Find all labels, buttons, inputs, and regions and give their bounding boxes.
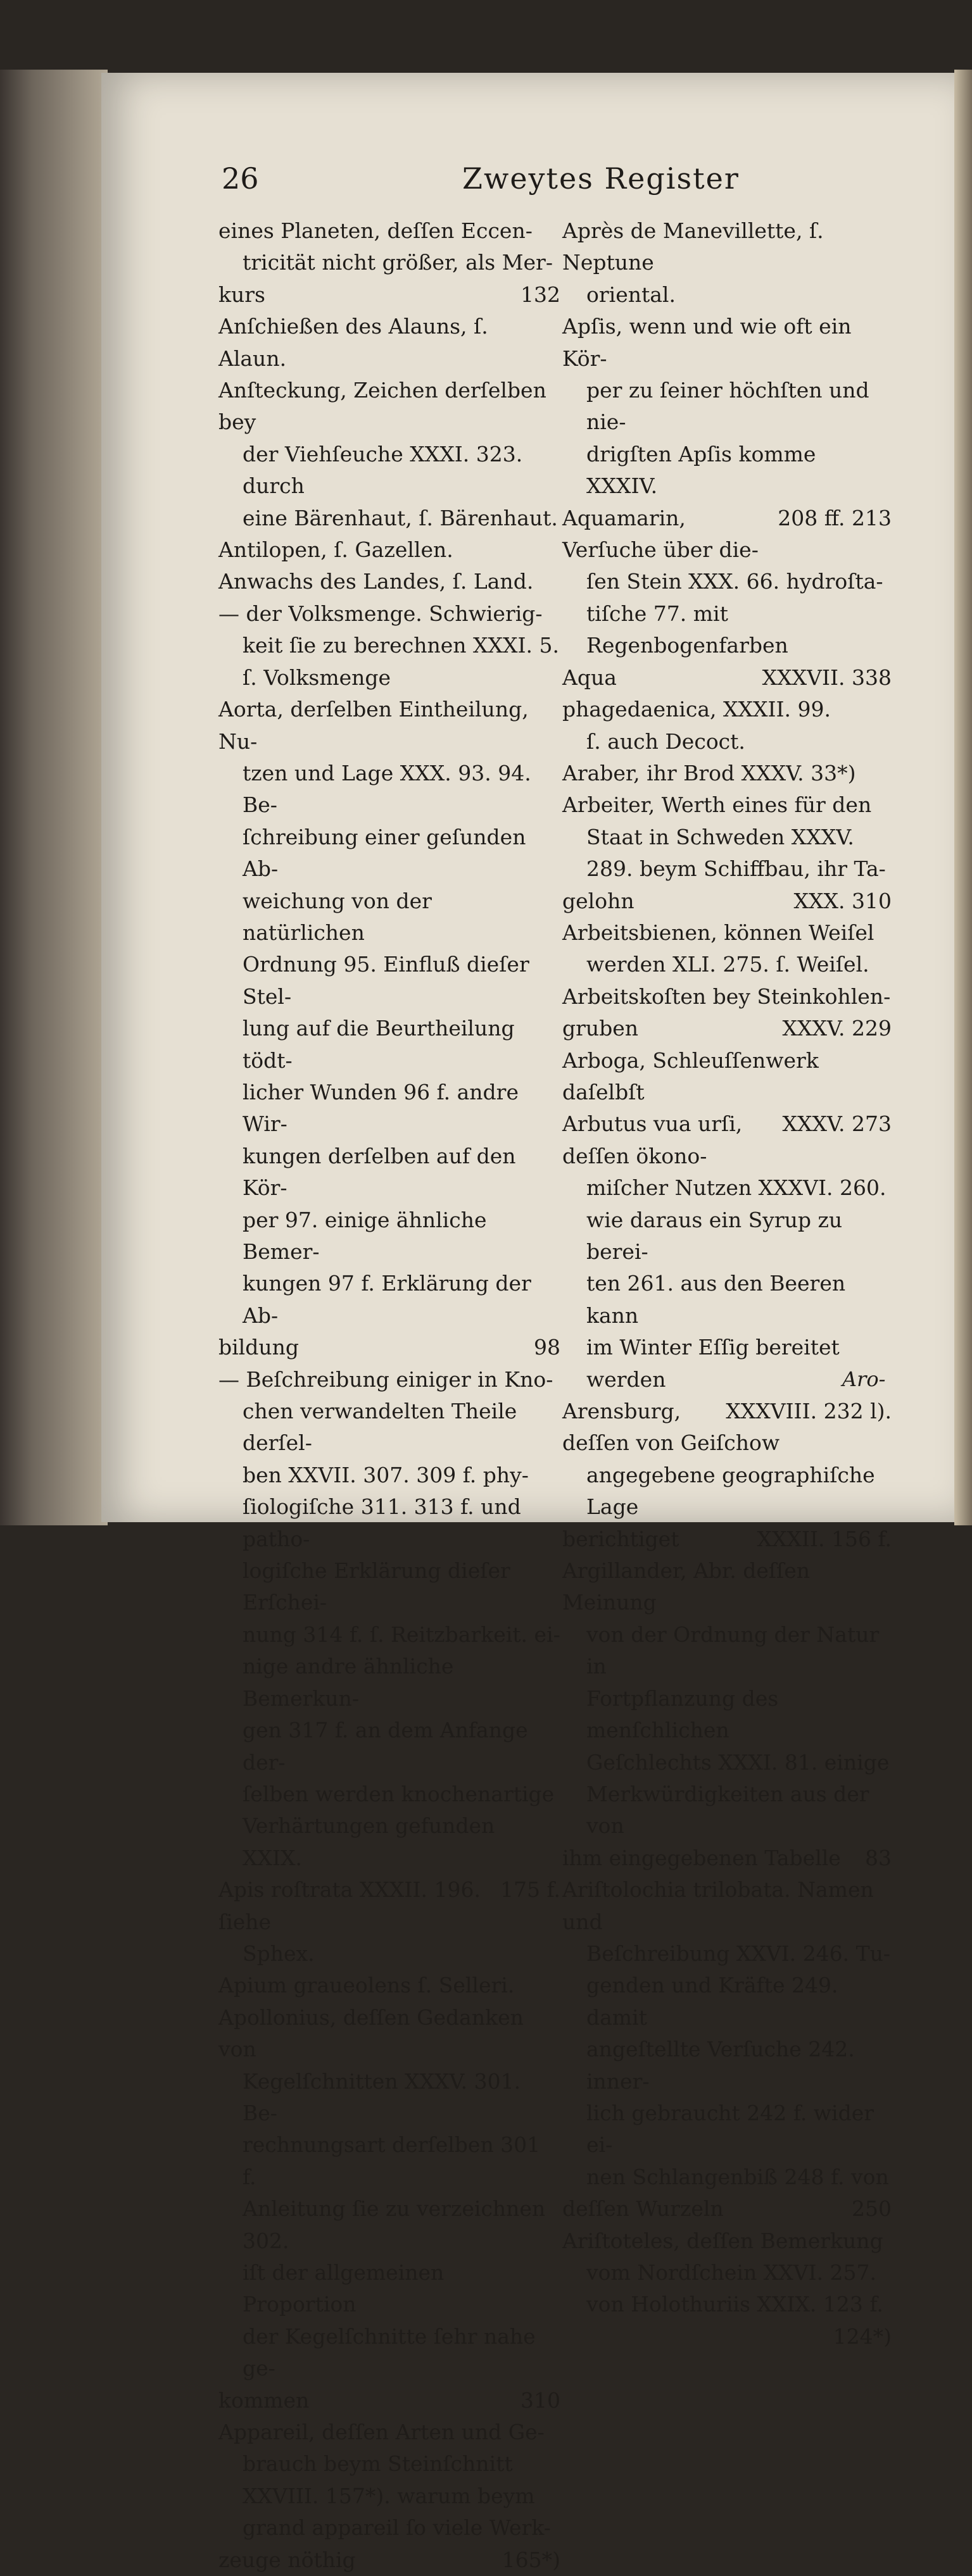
index-line <box>562 1619 892 1683</box>
index-line <box>218 662 560 694</box>
index-page-ref: XXXV. 229 <box>782 1016 892 1041</box>
index-line-text: Apis roſtrata XXXII. 196. ſiehe <box>218 1877 481 1934</box>
index-line-text: Antilopen, ſ. Gazellen. <box>218 537 453 563</box>
index-line-text: Arboga, Schleuſſenwerk daſelbſt <box>562 1047 819 1104</box>
index-line-text: rechnungsart derſelben 301 f. <box>243 2132 541 2189</box>
index-page-ref: 208 ff. 213 <box>778 505 892 530</box>
index-line-text: oriental. <box>586 282 676 307</box>
index-line <box>218 1491 560 1555</box>
index-line-text: ſchreibung einer geſunden Ab- <box>243 824 526 882</box>
index-line <box>562 885 892 917</box>
index-line-text: Sphex. <box>243 1941 315 1966</box>
index-line <box>562 598 892 662</box>
index-line-text: wie daraus ein Syrup zu berei- <box>586 1207 843 1264</box>
index-line-text: im Winter Eſſig bereitet werden <box>586 1335 840 1392</box>
index-line-text: Aquamarin, Verſuche über die- <box>562 505 759 563</box>
index-entry <box>218 375 560 534</box>
index-line <box>218 822 560 885</box>
index-line-text: Anſchießen des Alauns, ſ. Alaun. <box>218 314 488 371</box>
index-line <box>218 1204 560 1268</box>
index-line <box>218 2512 560 2544</box>
index-entry <box>218 2544 560 2576</box>
index-entry <box>562 1874 892 2193</box>
index-line-text: Anwachs des Landes, ſ. Land. <box>218 569 534 594</box>
index-line-text: ihm eingegebenen Tabelle <box>562 1845 841 1870</box>
index-line <box>218 598 560 630</box>
index-line-text: berichtiget <box>562 1526 679 1551</box>
index-line-text: Arbeiter, Werth eines für den <box>562 792 872 818</box>
index-line <box>218 2129 560 2193</box>
index-page-ref: 124*) <box>833 2323 892 2349</box>
left-column <box>218 215 560 2576</box>
index-line-text: Arbeitskoſten bey Steinkohlen- <box>562 984 891 1009</box>
index-line <box>562 1747 892 1779</box>
index-line-text: per zu ſeiner höchſten und nie- <box>586 378 869 435</box>
index-line <box>562 1396 892 1460</box>
index-line <box>562 1938 892 1970</box>
index-line <box>218 1396 560 1460</box>
index-line <box>218 1013 560 1077</box>
index-line <box>562 566 892 597</box>
index-line <box>562 215 892 279</box>
index-line-text: kommen <box>218 2387 310 2413</box>
index-line-text: kungen derſelben auf den Kör- <box>243 1143 516 1201</box>
index-line-text: — Beſchreibung einiger in Kno- <box>218 1366 553 1392</box>
index-line-text: grand appareil ſo viele Werk- <box>243 2515 551 2541</box>
index-line <box>218 1460 560 1491</box>
index-entry <box>218 2002 560 2385</box>
index-line <box>562 1268 892 1332</box>
index-line <box>218 2066 560 2130</box>
index-line <box>218 630 560 661</box>
index-entry <box>562 1013 892 1044</box>
index-line <box>218 1938 560 1970</box>
index-line-text: logiſche Erklärung dieſer Erſchei- <box>243 1558 510 1615</box>
index-line-text: tiſche 77. mit Regenbogenfarben <box>586 601 788 658</box>
index-line-text: nung 314 f. ſ. Reitzbarkeit. ei- <box>243 1622 560 1647</box>
index-line <box>562 1523 892 1555</box>
index-line-text: angegebene geographiſche Lage <box>586 1462 875 1520</box>
index-line <box>562 439 892 503</box>
index-line <box>562 2225 892 2257</box>
index-entry <box>562 2193 892 2225</box>
index-line <box>562 1204 892 1268</box>
index-line-text: Argillander, Abr. deſſen Meinung <box>562 1558 811 1615</box>
index-line <box>218 1874 560 1938</box>
index-entry <box>562 503 892 662</box>
index-line <box>562 2193 892 2225</box>
index-entry <box>562 1523 892 1555</box>
index-line-text: XXVIII. 157*). warum beym <box>243 2483 535 2508</box>
next-page-edge <box>954 70 972 1525</box>
index-entry <box>218 215 560 279</box>
index-line-text: gruben <box>562 1016 639 1041</box>
index-line <box>562 1460 892 1523</box>
index-line-text: ſ. Volksmenge <box>243 665 391 690</box>
index-entry <box>218 279 560 311</box>
index-line <box>218 2193 560 2257</box>
index-entry <box>218 1364 560 1875</box>
index-line-text: werden XLI. 275. ſ. Weiſel. <box>586 952 869 977</box>
index-line <box>218 1555 560 1619</box>
index-line <box>218 566 560 597</box>
index-line <box>218 1970 560 2001</box>
index-line-text: Ordnung 95. Einfluß dieſer Stel- <box>243 952 529 1009</box>
index-line-text: chen verwandelten Theile derſel- <box>243 1399 517 1456</box>
index-line <box>562 1874 892 1938</box>
index-line-text: Arbeitsbienen, können Weiſel <box>562 920 874 945</box>
index-line <box>562 2034 892 2098</box>
index-page-ref: 310 <box>521 2387 560 2413</box>
index-line-text: 289. beym Schiffbau, ihr Ta- <box>586 856 886 882</box>
index-entry <box>218 1332 560 1363</box>
index-line <box>218 694 560 758</box>
index-line <box>562 279 892 311</box>
page-title: Zweytes Register <box>462 161 740 196</box>
index-line <box>218 1268 560 1332</box>
index-line-text: lich gebraucht 242 f. wider ei- <box>586 2100 874 2158</box>
index-line-text: Anleitung ſie zu verzeichnen 302. <box>243 2196 546 2253</box>
index-line-text: der Viehſeuche XXXI. 323. durch <box>243 441 523 499</box>
index-page-ref: 98 <box>534 1335 560 1360</box>
index-line <box>218 1141 560 1204</box>
index-line <box>562 2161 892 2193</box>
index-line <box>218 375 560 439</box>
index-line <box>218 1779 560 1810</box>
index-page-ref: 250 <box>852 2196 892 2222</box>
index-line-text: gen 317 f. an dem Anfange der- <box>243 1718 528 1775</box>
index-entry <box>562 1108 892 1396</box>
index-line-text: von Holothuriis XXIX. 123 f. <box>586 2292 883 2317</box>
index-line-text: drigſten Apſis komme XXXIV. <box>586 441 816 499</box>
index-line <box>218 439 560 503</box>
index-line-text: tzen und Lage XXX. 93. 94. Be- <box>243 760 531 818</box>
index-line <box>562 1045 892 1109</box>
index-line <box>562 1970 892 2034</box>
index-line <box>218 1715 560 1779</box>
index-line <box>218 503 560 534</box>
index-line <box>218 279 560 311</box>
index-line-text: nige andre ähnliche Bemerkun- <box>243 1654 454 1711</box>
index-page-ref: XXXV. 273 <box>782 1111 892 1137</box>
index-entry <box>562 311 892 502</box>
index-line <box>218 2321 560 2385</box>
index-line <box>562 2257 892 2289</box>
index-line-text: Aqua phagedaenica, XXXII. 99. <box>562 665 831 722</box>
index-entry <box>562 917 892 981</box>
index-line-text: Araber, ihr Brod XXXV. 33*) <box>562 760 856 785</box>
index-page-ref: 132 <box>521 282 560 307</box>
index-line-text: ben XXVII. 307. 309 f. phy- <box>243 1462 529 1487</box>
index-line <box>218 2002 560 2066</box>
index-line-text: von der Ordnung der Natur in <box>586 1622 880 1679</box>
index-entry <box>218 2385 560 2417</box>
index-line <box>218 534 560 566</box>
index-entry <box>562 1396 892 1523</box>
index-line-text: gelohn <box>562 888 634 913</box>
index-page-ref: XXXII. 156 f. <box>757 1526 892 1551</box>
index-line-text: nen Schlangenbiß 248 f. von <box>586 2164 889 2189</box>
index-line <box>562 789 892 821</box>
index-line <box>218 2257 560 2321</box>
index-line-text: eine Bärenhaut, ſ. Bärenhaut. <box>243 505 558 530</box>
index-line <box>218 885 560 949</box>
index-page-ref: 175 f. <box>500 1877 560 1903</box>
index-line-text: Appareil, deſſen Arten und Ge- <box>218 2420 545 2445</box>
index-page-ref: 83 <box>865 1845 892 1870</box>
index-entry <box>218 2417 560 2544</box>
index-line-text: keit ſie zu berechnen XXXI. 5. <box>243 633 559 658</box>
index-line-text: kungen 97 f. Erklärung der Ab- <box>243 1271 531 1328</box>
index-entry <box>562 981 892 1013</box>
index-line-text: Ariſtolochia trilobata. Namen und <box>562 1877 874 1934</box>
index-line <box>562 981 892 1013</box>
index-line <box>562 2098 892 2161</box>
index-line <box>562 1842 892 1874</box>
page-number: 26 <box>222 161 259 196</box>
index-line-text: ſelben werden knochenartige <box>243 1781 555 1806</box>
index-entry <box>218 566 560 597</box>
index-line-text: ten 261. aus den Beeren kann <box>586 1271 846 1328</box>
index-entry <box>562 1555 892 1842</box>
index-line <box>218 1619 560 1651</box>
index-line <box>218 2480 560 2512</box>
index-line <box>218 247 560 278</box>
index-line <box>562 311 892 375</box>
index-page-ref: XXX. 310 <box>793 888 892 913</box>
right-column <box>562 215 892 2353</box>
index-line <box>218 2544 560 2576</box>
index-line-text: Arensburg, deſſen von Geiſchow <box>562 1399 780 1456</box>
index-line <box>218 2417 560 2448</box>
index-line-text: kurs <box>218 282 265 307</box>
index-line-text: der Kegelſchnitte ſehr nahe ge- <box>243 2323 536 2381</box>
index-line-text: iſt der allgemeinen Proportion <box>243 2260 445 2317</box>
index-line-text: licher Wunden 96 f. andre Wir- <box>243 1079 519 1137</box>
index-line-text: Ariſtoteles, deſſen Bemerkung <box>562 2228 883 2253</box>
index-line-text: eines Planeten, deſſen Eccen- <box>218 218 533 243</box>
index-line-text: Apſis, wenn und wie oft ein Kör- <box>562 314 852 371</box>
index-line <box>218 1810 560 1874</box>
index-line-text: Arbutus vua urſi, deſſen ökono- <box>562 1111 743 1168</box>
index-line <box>218 949 560 1013</box>
index-line-text: bildung <box>218 1335 299 1360</box>
index-line-text: ſiologiſche 311. 313 f. und patho- <box>243 1494 521 1551</box>
index-entry <box>218 694 560 1332</box>
book-edge <box>0 70 108 1525</box>
index-line <box>562 822 892 853</box>
index-line-text: Fortpflanzung des menſchlichen <box>586 1685 779 1743</box>
index-line-text: Staat in Schweden XXXV. <box>586 824 854 849</box>
index-line <box>218 1651 560 1715</box>
index-line <box>562 726 892 758</box>
index-entry <box>562 215 892 311</box>
index-entry <box>562 1842 892 1874</box>
index-entry <box>562 1045 892 1109</box>
page-header <box>222 161 906 206</box>
index-line <box>218 1364 560 1396</box>
index-line-text: vom Nordſchein XXVI. 257. <box>586 2260 877 2285</box>
index-line-text: brauch beym Steinſchnitt <box>243 2451 513 2477</box>
index-line <box>218 758 560 822</box>
index-line-text: Après de Manevillette, ſ. Neptune <box>562 218 824 275</box>
index-line <box>562 949 892 980</box>
index-line <box>562 758 892 789</box>
index-entry <box>218 311 560 375</box>
index-line-text: angeſtellte Verſuche 242. inner- <box>586 2037 855 2094</box>
index-entry <box>562 885 892 917</box>
index-entry <box>562 2225 892 2321</box>
index-line <box>562 1013 892 1044</box>
index-entry <box>562 758 892 789</box>
index-line-text: Kegelſchnitten XXXV. 301. Be- <box>243 2068 521 2125</box>
catchword: Aro- <box>842 1367 886 1391</box>
index-line-text: zeuge nöthig <box>218 2547 356 2572</box>
index-line-text: Verhärtungen gefunden XXIX. <box>243 1813 495 1870</box>
index-entry <box>562 662 892 758</box>
index-line <box>562 2289 892 2320</box>
index-line <box>562 662 892 726</box>
index-entry <box>562 789 892 885</box>
index-entry <box>218 1970 560 2001</box>
index-line-text: tricität nicht größer, als Mer- <box>243 250 553 275</box>
index-line-text: Apollonius, deſſen Gedanken von <box>218 2004 524 2062</box>
index-line-text: ſ. auch Decoct. <box>586 728 745 754</box>
index-line <box>218 311 560 375</box>
index-line-text: Geſchlechts XXXI. 81. einige <box>586 1749 890 1775</box>
index-line-text: lung auf die Beurtheilung tödt- <box>243 1016 515 1073</box>
index-line-text: Merkwürdigkeiten aus der von <box>586 1781 869 1839</box>
index-line <box>562 1108 892 1172</box>
index-line <box>218 215 560 247</box>
index-line <box>562 503 892 566</box>
index-page-ref: XXXVIII. 232 l). <box>726 1399 892 1424</box>
index-line-text: per 97. einige ähnliche Bemer- <box>243 1207 487 1264</box>
index-line <box>218 1332 560 1363</box>
index-line-text: Beſchreibung XXVI. 246. Tu- <box>586 1941 891 1966</box>
index-line-text: Apium graueolens ſ. Selleri. <box>218 1973 515 1998</box>
index-line <box>218 2385 560 2417</box>
index-line <box>562 917 892 949</box>
index-line <box>218 2448 560 2480</box>
index-line-text: Aorta, derſelben Eintheilung, Nu- <box>218 697 529 754</box>
index-line <box>562 1555 892 1619</box>
index-line-text: ſen Stein XXX. 66. hydroſta- <box>586 569 883 594</box>
index-line-text: miſcher Nutzen XXXVI. 260. <box>586 1175 887 1201</box>
index-line <box>562 1683 892 1747</box>
index-page-ref: XXXVII. 338 <box>762 665 892 690</box>
index-line-text: — der Volksmenge. Schwierig- <box>218 601 543 626</box>
index-line-text: deſſen Wurzeln <box>562 2196 724 2222</box>
index-line-text: genden und Kräfte 249. damit <box>586 1973 838 2030</box>
index-page-ref: 165*) <box>502 2547 560 2572</box>
index-line <box>218 1077 560 1141</box>
index-entry <box>218 598 560 694</box>
index-line-text: Anſteckung, Zeichen derſelben bey <box>218 378 546 435</box>
index-line-text: weichung von der natürlichen <box>243 888 432 945</box>
index-line <box>562 853 892 885</box>
index-entry <box>218 1874 560 1970</box>
index-entry <box>218 534 560 566</box>
index-line <box>562 1172 892 1204</box>
index-line <box>562 375 892 439</box>
index-line <box>562 1779 892 1842</box>
